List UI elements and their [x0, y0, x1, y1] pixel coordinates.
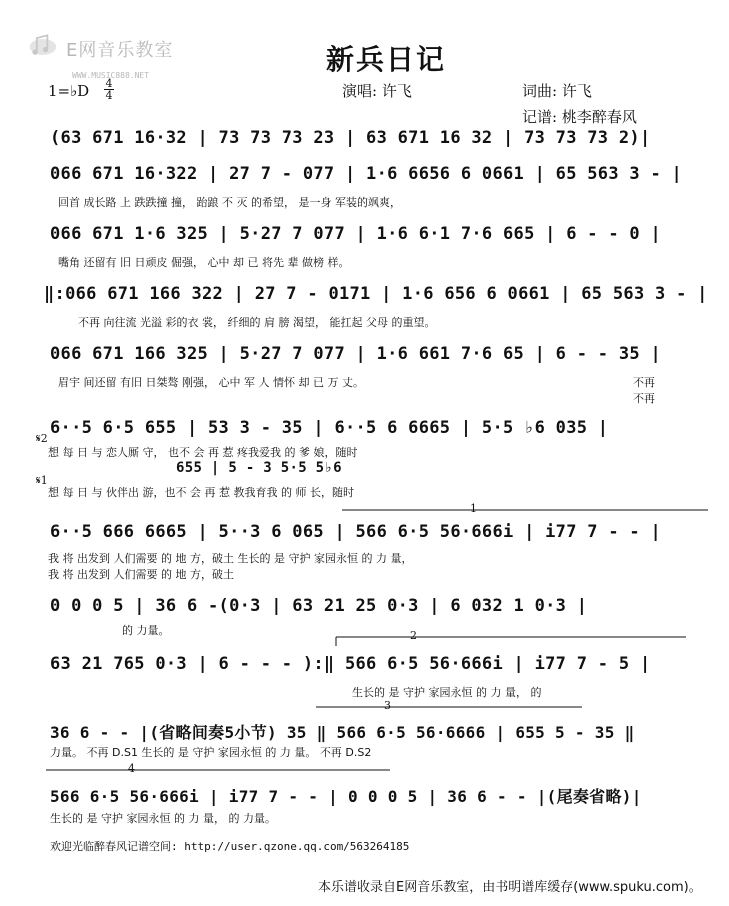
score-row-3-lyrics: 不再 向往流 光溢 彩的衣 裳， 纤细的 肩 膀 渴望， 能扛起 父母 的重望。: [78, 316, 436, 329]
score-row-10-notes: 63 21 765 0·3 | 6 - - - ):‖ 566 6·5 56·666i | i77 7 - 5 |: [50, 654, 651, 674]
score-row-3-notes: ‖:066 671 166 322 | 27 7 - 0171 | 1·6 656 6 0661 | 65 563 3 - |: [44, 284, 708, 304]
segno-1: 𝄋1: [36, 474, 48, 487]
footer-credit: 欢迎光临醉春风记谱空间: http://user.qzone.qq.com/563264185: [50, 840, 410, 853]
score-row-4-extra: 不再: [633, 376, 655, 389]
score-row-6-lyrics: 想 每 日 与 伙伴出 游，也不 会 再 惹 教我育我 的 师 长，随时: [48, 486, 354, 499]
meter-top: 4: [105, 77, 113, 90]
score-row-0-notes: (63 671 16·32 | 73 73 73 23 | 63 671 16 32 | 73 73 73 2)|: [50, 128, 651, 148]
score-row-9-lyrics: 的 力量。: [122, 624, 170, 637]
score-row-2-lyrics: 嘴角 还留有 旧 日顽皮 倔强， 心中 却 已 将先 辈 做榜 样。: [58, 256, 350, 269]
score-row-4-lyrics: 眉宇 间还留 有旧 日桀骜 刚强， 心中 军 人 情怀 却 已 万 丈。: [58, 376, 364, 389]
segno-2: 𝄋2: [36, 432, 48, 445]
volta-label-3: 3: [384, 699, 391, 712]
score-row-11-notes: 36 6 - - |(省略间奏5小节) 35 ‖ 566 6·5 56·6666 | 655 5 - 35 ‖: [50, 723, 635, 742]
score-row-9-notes: 0 0 0 5 | 36 6 -(0·3 | 63 21 25 0·3 | 6 032 1 0·3 |: [50, 596, 588, 616]
score-row-6-notes: 655 | 5 - 3 5·5 5♭6: [176, 460, 342, 476]
transcriber-credit: 记谱: 桃李醉春风: [522, 108, 637, 126]
volta-label-2: 2: [410, 629, 417, 642]
volta-label-1: 1: [470, 502, 477, 515]
logo-text: E网音乐教室: [66, 40, 174, 61]
score-row-7-lyrics: 我 将 出发到 人们需要 的 地 方，破土 生长的 是 守护 家园永恒 的 力 量，: [48, 552, 413, 565]
key-signature: 1=♭D: [48, 82, 90, 100]
volta-bracket-2: [336, 637, 686, 646]
volta-label-4: 4: [128, 762, 135, 775]
score-row-7-notes: 6··5 666 6665 | 5··3 6 065 | 566 6·5 56·666i | i77 7 - - |: [50, 522, 662, 542]
score-row-11-lyrics: 力量。 不再 D.S1 生长的 是 守护 家园永恒 的 力 量。 不再 D.S2: [50, 746, 372, 759]
score-row-12-lyrics: 生长的 是 守护 家园永恒 的 力 量， 的 力量。: [50, 812, 276, 825]
score-row-1-notes: 066 671 16·322 | 27 7 - 077 | 1·6 6656 6 0661 | 65 563 3 - |: [50, 164, 683, 184]
score-row-12-notes: 566 6·5 56·666i | i77 7 - - | 0 0 0 5 | 36 6 - - |(尾奏省略)|: [50, 787, 642, 806]
meter-bottom: 4: [105, 89, 113, 102]
composer-credit: 词曲: 许飞: [522, 82, 592, 100]
source-note: 本乐谱收录自E网音乐教室，由书明谱库缓存(www.spuku.com)。: [318, 880, 702, 895]
singer-credit: 演唱: 许飞: [342, 82, 412, 100]
score-row-5-notes: 6··5 6·5 655 | 53 3 - 35 | 6··5 6 6665 | 5·5 ♭6 035 |: [50, 418, 609, 438]
song-title: 新兵日记: [326, 43, 447, 76]
score-row-2-notes: 066 671 1·6 325 | 5·27 7 077 | 1·6 6·1 7·6 665 | 6 - - 0 |: [50, 224, 662, 244]
score-row-4-extra-2: 不再: [633, 392, 655, 405]
logo-url[interactable]: WWW.MUSIC888.NET: [72, 71, 150, 80]
score-row-8-lyrics: 我 将 出发到 人们需要 的 地 方，破土: [48, 568, 234, 581]
score-row-4-notes: 066 671 166 325 | 5·27 7 077 | 1·6 661 7·6 65 | 6 - - 35 |: [50, 344, 662, 364]
score-row-10-lyrics: 生长的 是 守护 家园永恒 的 力 量， 的: [352, 686, 542, 699]
score-row-1-lyrics: 回首 成长路 上 跌跌撞 撞， 跆踉 不 灭 的希望， 是一身 军装的飒爽，: [58, 196, 401, 209]
score-row-5-lyrics: 想 每 日 与 恋人厮 守， 也不 会 再 惹 疼我爱我 的 爹 娘，随时: [48, 446, 358, 459]
